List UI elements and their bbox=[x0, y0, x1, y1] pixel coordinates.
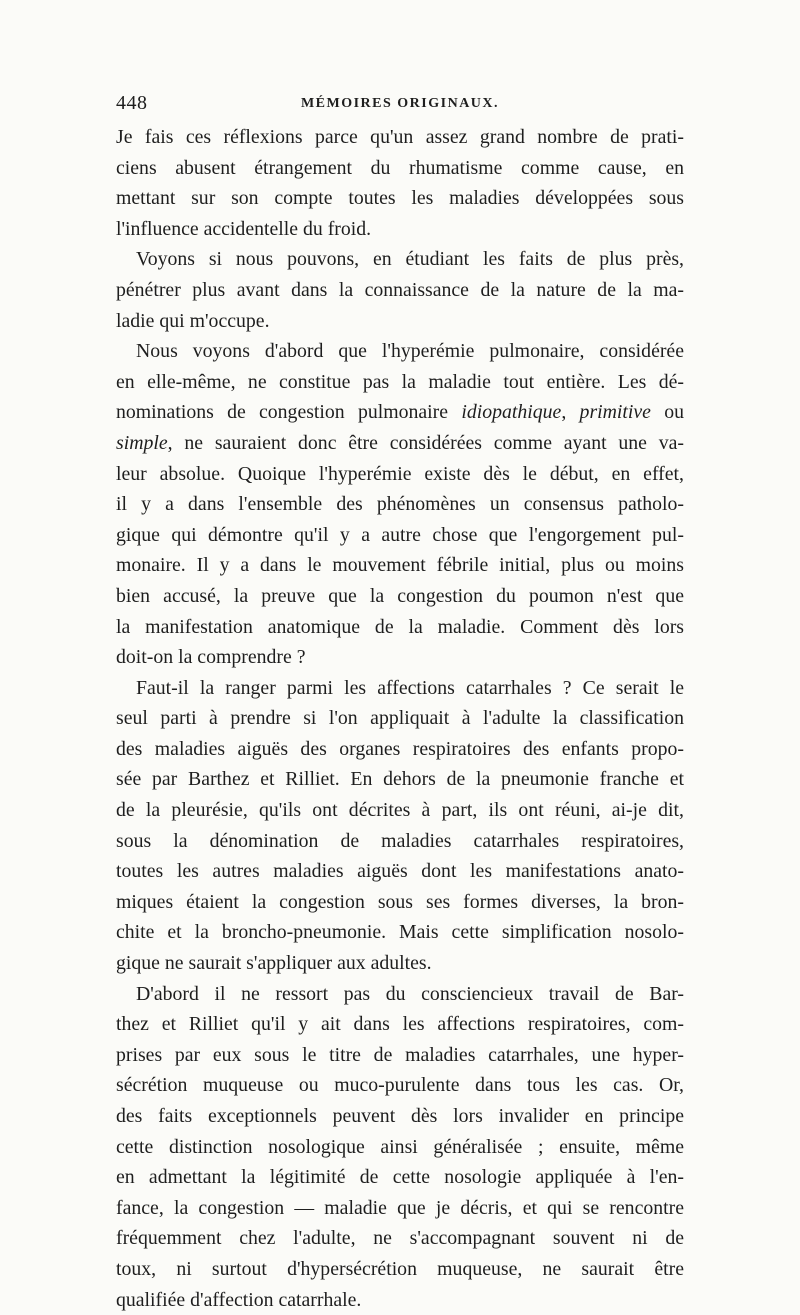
paragraph-2 bbox=[116, 244, 684, 336]
text-line: des faits exceptionnels peuvent dès lors invalider en principe bbox=[116, 1105, 684, 1127]
text-line: Je fais ces réflexions parce qu'un assez grand nombre de prati- bbox=[116, 126, 684, 148]
running-head bbox=[116, 92, 684, 122]
text-line: pénétrer plus avant dans la connaissance de la nature de la ma- bbox=[116, 278, 684, 301]
text-line: bien accusé, la preuve que la congestion du poumon n'est que bbox=[116, 584, 684, 607]
paragraph-5 bbox=[116, 979, 684, 1315]
paragraph-3 bbox=[116, 336, 684, 673]
text-line: thez et Rilliet qu'il y ait dans les affections respiratoires, com- bbox=[116, 1013, 684, 1036]
text-line: fance, la congestion — maladie que je décris, et qui se rencontre bbox=[116, 1196, 684, 1219]
page-number: 448 bbox=[116, 92, 148, 114]
text-line: ciens abusent étrangement du rhumatisme comme cause, en bbox=[116, 156, 684, 179]
text-line: miques étaient la congestion sous ses formes diverses, la bron- bbox=[116, 890, 684, 913]
text-line: Faut-il la ranger parmi les affections catarrhales ? Ce serait le bbox=[136, 676, 684, 699]
text-fragment: , ne sauraient donc être considérées comme ayant une va- bbox=[167, 431, 684, 454]
text-fragment: ou bbox=[664, 401, 685, 424]
text-line: en admettant la légitimité de cette nosologie appliquée à l'en- bbox=[116, 1166, 684, 1189]
text-line: toutes les autres maladies aiguës dont les manifestations anato- bbox=[116, 860, 684, 883]
text-line: toux, ni surtout d'hypersécrétion muqueuse, ne saurait être bbox=[116, 1257, 684, 1280]
text-line: fréquemment chez l'adulte, ne s'accompagnant souvent ni de bbox=[116, 1227, 684, 1250]
text-line: qualifiée d'affection catarrhale. bbox=[116, 1288, 362, 1311]
text-line: gique qui démontre qu'il y a autre chose que l'engorgement pul- bbox=[116, 523, 684, 546]
text-line: seul parti à prendre si l'on appliquait à l'adulte la classification bbox=[116, 707, 684, 730]
body-text bbox=[116, 122, 684, 1315]
text-line: prises par eux sous le titre de maladies catarrhales, une hyper- bbox=[116, 1043, 684, 1066]
text-line: D'abord il ne ressort pas du consciencieux travail de Bar- bbox=[136, 982, 684, 1005]
text-line: la manifestation anatomique de la maladie. Comment dès lors bbox=[116, 615, 684, 638]
italic-term: simple bbox=[116, 431, 168, 454]
text-line: sécrétion muqueuse ou muco-purulente dans tous les cas. Or, bbox=[116, 1074, 684, 1097]
text-line: Nous voyons d'abord que l'hyperémie pulmonaire, considérée bbox=[136, 340, 684, 363]
text-line: doit-on la comprendre ? bbox=[116, 646, 306, 669]
text-line: en elle-même, ne constitue pas la maladie tout entière. Les dé- bbox=[116, 370, 684, 393]
text-line bbox=[116, 428, 684, 459]
text-line: de la pleurésie, qu'ils ont décrites à part, ils ont réuni, ai-je dit, bbox=[116, 799, 684, 822]
text-line: mettant sur son compte toutes les maladies développées sous bbox=[116, 187, 684, 210]
italic-term: idiopathique bbox=[461, 401, 562, 424]
text-fragment: nominations de congestion pulmonaire bbox=[116, 401, 449, 424]
text-line: Voyons si nous pouvons, en étudiant les faits de plus près, bbox=[136, 248, 684, 271]
text-line: leur absolue. Quoique l'hyperémie existe dès le début, en effet, bbox=[116, 462, 684, 485]
text-line: chite et la broncho-pneumonie. Mais cette simplification nosolo- bbox=[116, 921, 684, 944]
text-line: nominations de congestion pulmonaire idiopathique, primitive ou bbox=[116, 401, 685, 424]
text-line: des maladies aiguës des organes respiratoires des enfants propo- bbox=[116, 737, 684, 760]
text-line: cette distinction nosologique ainsi généralisée ; ensuite, même bbox=[116, 1135, 684, 1158]
text-line: l'influence accidentelle du froid. bbox=[116, 217, 372, 240]
text-line: il y a dans l'ensemble des phénomènes un consensus patholo- bbox=[116, 493, 684, 516]
book-page bbox=[116, 92, 684, 1315]
italic-term: primitive bbox=[579, 401, 651, 424]
text-line: ladie qui m'occupe. bbox=[116, 309, 270, 332]
text-line: sée par Barthez et Rilliet. En dehors de la pneumonie franche et bbox=[116, 768, 684, 791]
running-head-title: MÉMOIRES ORIGINAUX. bbox=[300, 96, 500, 111]
text-line: sous la dénomination de maladies catarrhales respiratoires, bbox=[116, 829, 684, 852]
paragraph-4 bbox=[116, 673, 684, 979]
text-line: gique ne saurait s'appliquer aux adultes. bbox=[116, 952, 432, 975]
paragraph-1 bbox=[116, 122, 684, 244]
text-line: monaire. Il y a dans le mouvement fébrile initial, plus ou moins bbox=[116, 554, 684, 577]
